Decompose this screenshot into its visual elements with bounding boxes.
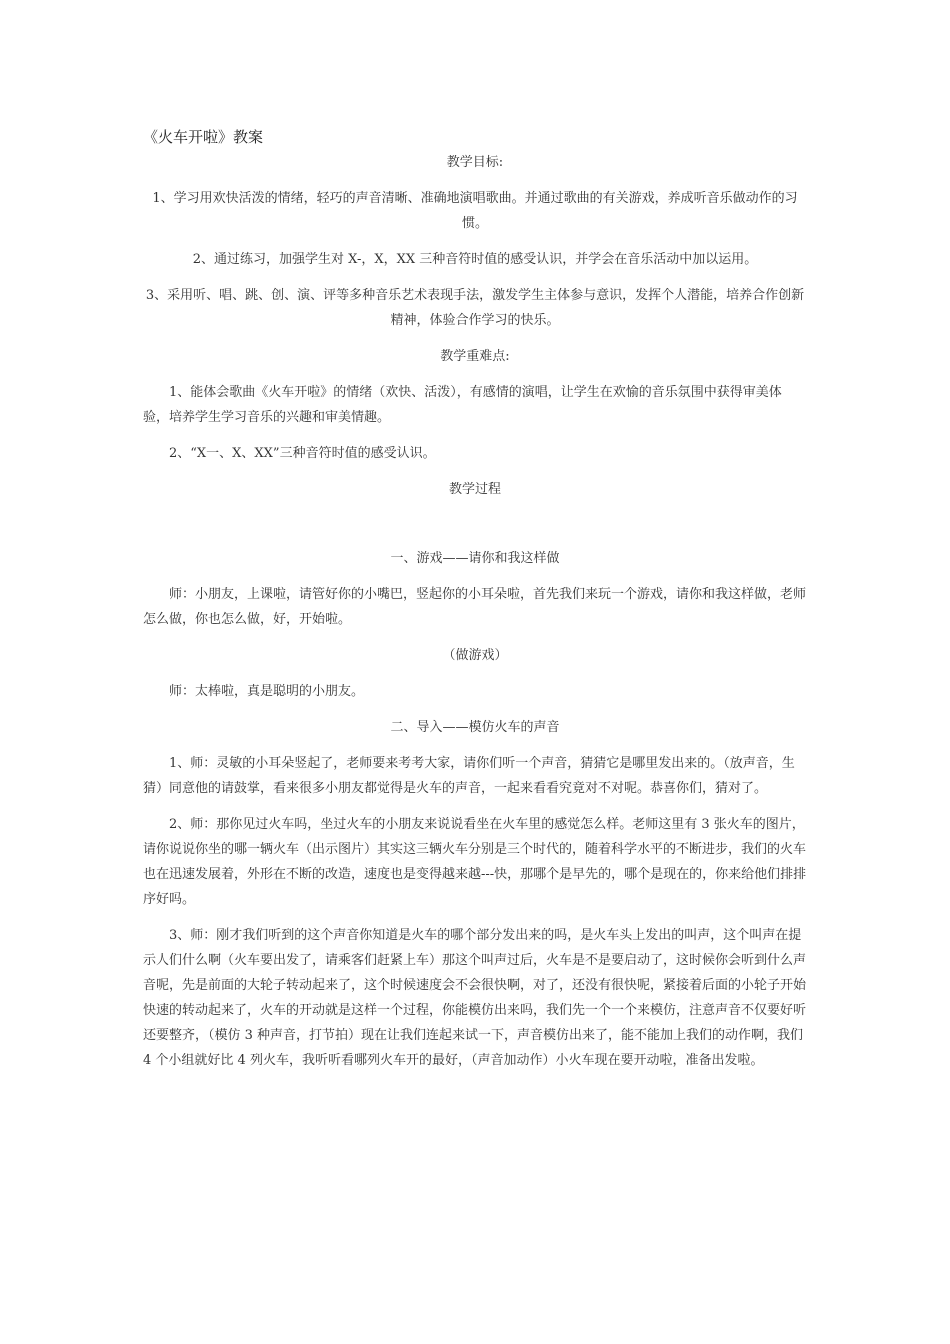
part1-heading: 一、游戏——请你和我这样做 — [390, 551, 560, 566]
goal-item-2: 2、通过练习，加强学生对 X-，X，XX 三种音符时值的感受认识，并学会在音乐活动中加以运用。 — [192, 252, 758, 267]
part1-paragraph-1: 师：小朋友，上课啦，请管好你的小嘴巴，竖起你的小耳朵啦，首先我们来玩一个游戏，请你和我这样做，老师怎么做，你也怎么做，好，开始啦。 — [143, 587, 807, 627]
part1-note: （做游戏） — [442, 648, 508, 663]
goal-item-3: 3、采用听、唱、跳、创、演、评等多种音乐艺术表现手法，激发学生主体参与意识，发挥个人潜能，培养合作创新精神，体验合作学习的快乐。 — [145, 288, 805, 328]
key-point-1: 1、能体会歌曲《火车开啦》的情绪（欢快、活泼），有感情的演唱，让学生在欢愉的音乐氛围中获得审美体验，培养学生学习音乐的兴趣和审美情趣。 — [143, 385, 782, 425]
document-body — [143, 124, 807, 1073]
goals-heading: 教学目标: — [446, 155, 504, 170]
process-heading: 教学过程 — [448, 482, 501, 497]
part2-paragraph-3: 3、师：刚才我们听到的这个声音你知道是火车的哪个部分发出来的吗，是火车头上发出的叫声，这个叫声在提示人们什么啊（火车要出发了，请乘客们赶紧上车）那这个叫声过后，火车是不是要启动了，这时候你会听到什么声音呢，先是前面的大轮子转动起来了，这个时候速度会不会很快啊，对了，还没有很快呢，紧接着后面的小轮子开始快速的转动起来了，火车的开动就是这样一个过程，你能模仿出来吗，我们先一个一个来模仿，注意声音不仅要好听还要整齐，（模仿 3 种声音，打节拍）现在让我们连起来试一下，声音模仿出来了，能不能加上我们的动作啊，我们 4 个小组就好比 4 列火车，我听听看哪列火车开的最好，（声音加动作）小火车现在要开动啦，准备出发啦。 — [143, 928, 807, 1068]
part2-paragraph-1: 1、师：灵敏的小耳朵竖起了，老师要来考考大家，请你们听一个声音，猜猜它是哪里发出来的。（放声音，生猜）同意他的请鼓掌，看来很多小朋友都觉得是火车的声音，一起来看看究竟对不对呢。恭喜你们，猜对了。 — [143, 756, 795, 796]
part2-heading: 二、导入——模仿火车的声音 — [390, 720, 560, 735]
key-points-heading: 教学重难点: — [440, 349, 510, 364]
part1-paragraph-2: 师：太棒啦，真是聪明的小朋友。 — [169, 684, 365, 699]
part2-paragraph-2: 2、师：那你见过火车吗，坐过火车的小朋友来说说看坐在火车里的感觉怎么样。老师这里有 3 张火车的图片，请你说说你坐的哪一辆火车（出示图片）其实这三辆火车分别是三个时代的，随着科学水平的不断进步，我们的火车也在迅速发展着，外形在不断的改造，速度也是变得越来越---快，那哪个是早先的，哪个是现在的，你来给他们排排序好吗。 — [143, 817, 807, 907]
key-point-2: 2、“X一、X、XX”三种音符时值的感受认识。 — [169, 446, 436, 461]
goal-item-1: 1、学习用欢快活泼的情绪，轻巧的声音清晰、准确地演唱歌曲。并通过歌曲的有关游戏，养成听音乐做动作的习惯。 — [152, 191, 798, 231]
document-title: 《火车开啦》教案 — [143, 128, 264, 146]
